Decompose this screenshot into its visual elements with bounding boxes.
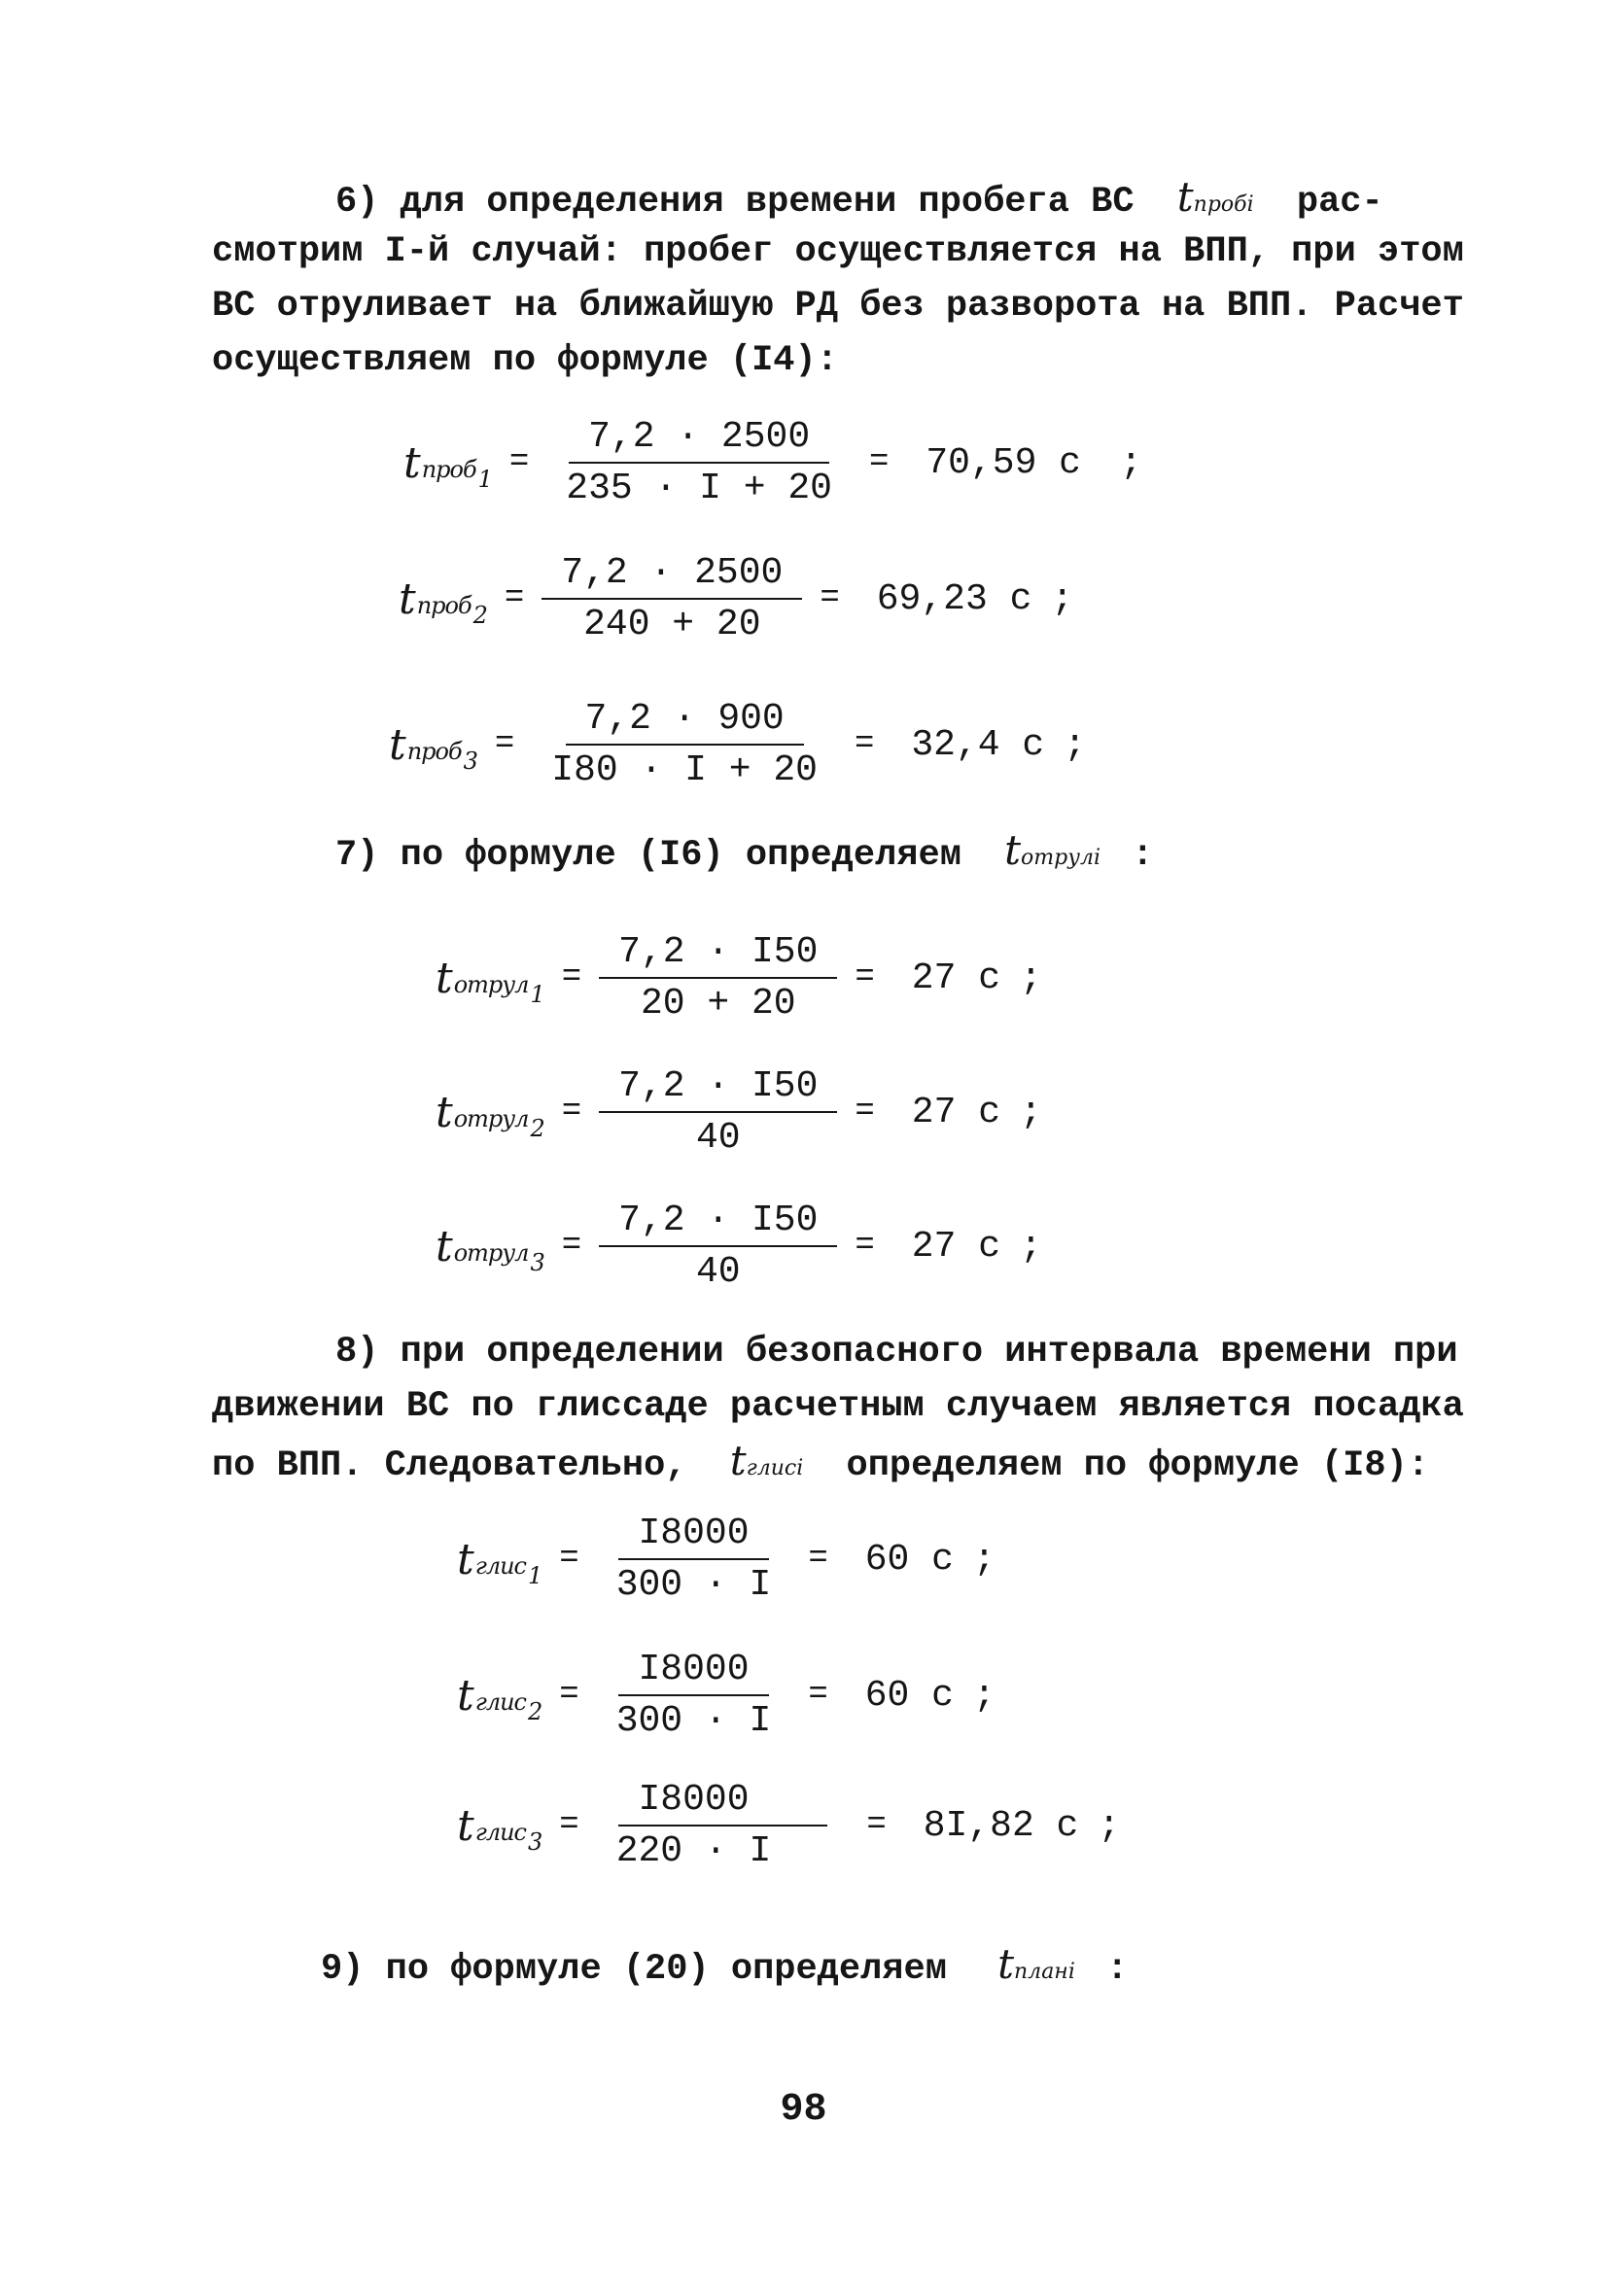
paragraph-8-line-2: движении ВС по глиссаде расчетным случаем является посадка xyxy=(212,1386,1464,1427)
formula-t-glis-3: t глис 3 = $\frac{I8000}{220 \cdot I}$ = 8I,82 с ; xyxy=(457,1779,1121,1872)
t-prob-i-variable: tпробi xyxy=(1176,173,1254,221)
formula-t-prob-2: t проб 2 = $\frac{7,2 \cdot 2500}{240 + 20}$ = 69,23 с ; xyxy=(399,552,1074,645)
formula-variable: t глис 2 xyxy=(457,1670,542,1725)
paragraph-9: 9) по формуле (20) определяем tпланi : xyxy=(321,1940,1129,1990)
formula-variable: t отрул 1 xyxy=(436,953,544,1008)
formula-result: 27 с xyxy=(911,1225,1001,1268)
t-otrul-i-variable: tотрулi xyxy=(1004,826,1101,874)
formula-t-prob-1: t проб 1 = $\frac{7,2 \cdot 2500}{235 \cdot I + 20}$ = 70,59 с ; xyxy=(403,416,1142,509)
fraction: $\frac{7,2 \cdot I50}{20 + 20}$ xyxy=(599,931,837,1025)
formula-t-otrul-2: t отрул 2 = $\frac{7,2 \cdot I50}{40}$ = 27 с ; xyxy=(436,1065,1042,1159)
paragraph-6-line-2: смотрим I-й случай: пробег осуществляется на ВПП, при этом xyxy=(212,231,1464,272)
formula-result: 8I,82 с xyxy=(923,1804,1079,1847)
fraction: $\frac{I8000}{300 \cdot I}$ xyxy=(615,1513,772,1606)
formula-variable: t проб 2 xyxy=(399,574,487,629)
fraction: $\frac{7,2 \cdot 2500}{235 \cdot I + 20}$ xyxy=(566,416,832,509)
fraction: $\frac{7,2 \cdot 900}{I80 \cdot I + 20}$ xyxy=(551,698,818,791)
paragraph-8-line-1: 8) при определении безопасного интервала времени при xyxy=(335,1332,1458,1373)
paragraph-8-line-3: по ВПП. Следовательно, tглисi определяем по формуле (I8): xyxy=(212,1437,1429,1486)
formula-variable: t отрул 2 xyxy=(436,1087,544,1142)
formula-t-otrul-1: t отрул 1 = $\frac{7,2 \cdot I50}{20 + 20}$ = 27 с ; xyxy=(436,931,1042,1025)
formula-t-glis-1: t глис 1 = $\frac{I8000}{300 \cdot I}$ = 60 с ; xyxy=(457,1513,996,1606)
t-glis-i-variable: tглисi xyxy=(729,1437,804,1484)
paragraph-6-line-4: осуществляем по формуле (I4): xyxy=(212,340,838,381)
formula-variable: t глис 1 xyxy=(457,1534,542,1589)
fraction: $\frac{I8000}{300 \cdot I}$ xyxy=(615,1649,772,1742)
paragraph-6-line-3: ВС отруливает на ближайшую РД без разворота на ВПП. Расчет xyxy=(212,286,1464,327)
formula-variable: t глис 3 xyxy=(457,1800,542,1856)
paragraph-7: 7) по формуле (I6) определяем tотрулi : xyxy=(335,826,1154,876)
formula-result: 60 с xyxy=(864,1538,954,1581)
page-number: 98 xyxy=(780,2088,827,2132)
formula-result: 69,23 с xyxy=(876,577,1032,620)
formula-t-glis-2: t глис 2 = $\frac{I8000}{300 \cdot I}$ = 60 с ; xyxy=(457,1649,996,1742)
formula-result: 27 с xyxy=(911,957,1001,999)
t-plan-i-variable: tпланi xyxy=(997,1940,1075,1988)
formula-variable: t проб 3 xyxy=(389,719,477,775)
fraction: $\frac{I8000}{220 \cdot I}$ xyxy=(597,1779,850,1872)
formula-result: 60 с xyxy=(864,1674,954,1717)
formula-t-prob-3: t проб 3 = $\frac{7,2 \cdot 900}{I80 \cdot I + 20}$ = 32,4 с ; xyxy=(389,698,1086,791)
formula-result: 32,4 с xyxy=(911,723,1045,766)
fraction: $\frac{7,2 \cdot I50}{40}$ xyxy=(599,1065,837,1159)
formula-variable: t проб 1 xyxy=(403,437,492,493)
formula-variable: t отрул 3 xyxy=(436,1221,544,1276)
formula-t-otrul-3: t отрул 3 = $\frac{7,2 \cdot I50}{40}$ = 27 с ; xyxy=(436,1200,1042,1293)
formula-result: 27 с xyxy=(911,1091,1001,1133)
paragraph-6-line-1: 6) для определения времени пробега ВС tпробi рас- xyxy=(335,173,1383,223)
formula-result: 70,59 с xyxy=(926,441,1081,484)
fraction: $\frac{7,2 \cdot 2500}{240 + 20}$ xyxy=(541,552,802,645)
fraction: $\frac{7,2 \cdot I50}{40}$ xyxy=(599,1200,837,1293)
